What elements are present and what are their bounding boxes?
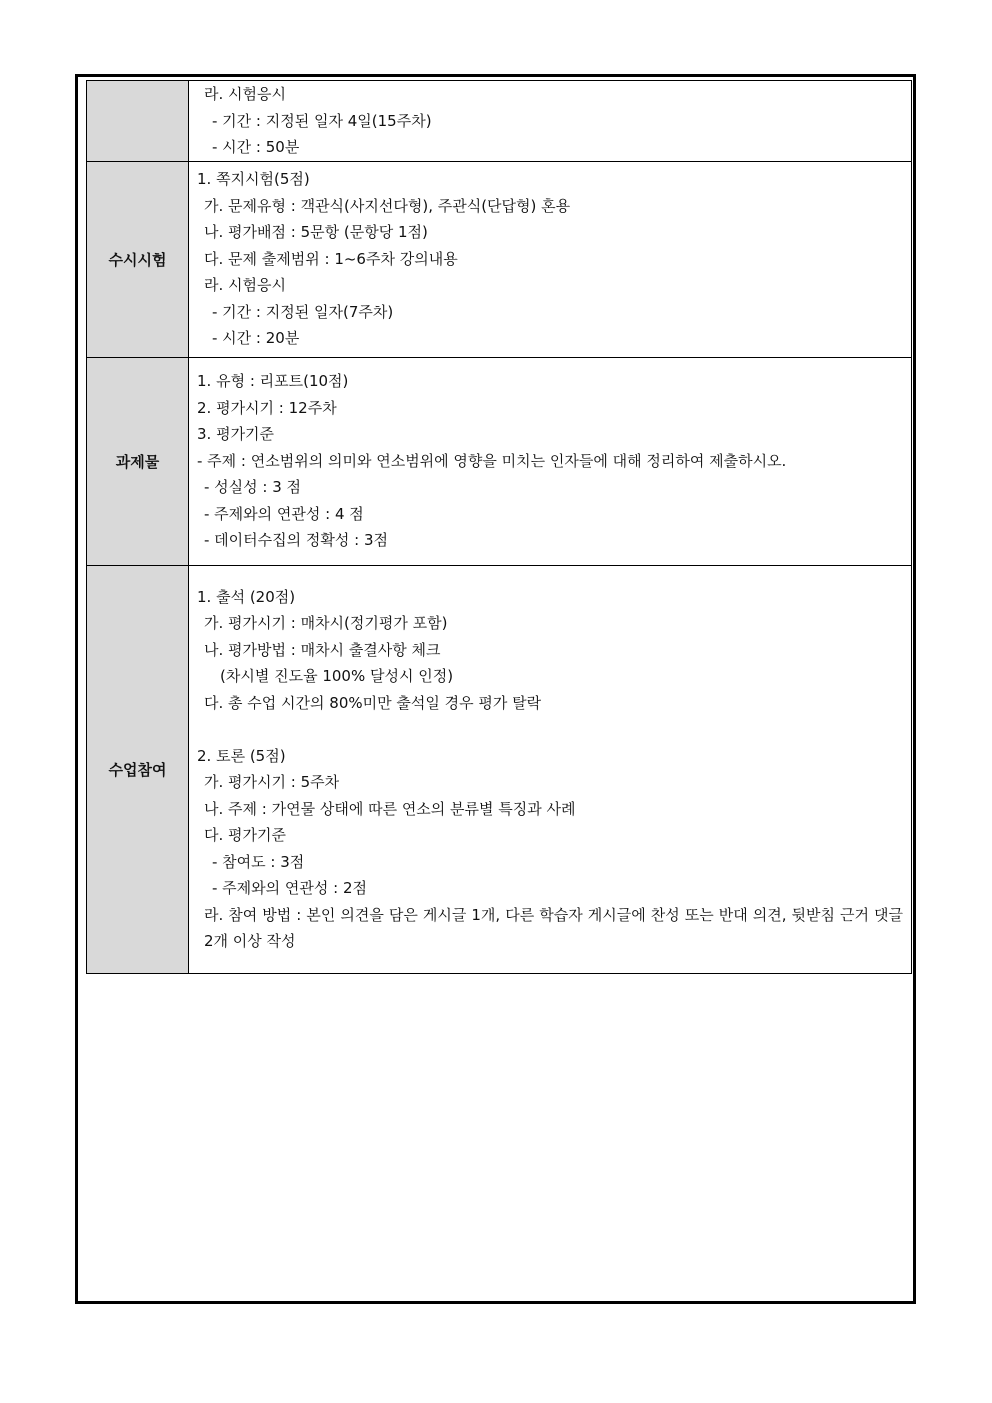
list-item: 나. 평가배점 : 5문항 (문항당 1점) bbox=[204, 223, 428, 242]
list-item: - 시간 : 20분 bbox=[212, 329, 300, 348]
table-row-exam-cont bbox=[87, 81, 912, 162]
table-row-quiz bbox=[87, 161, 912, 357]
list-item: - 시간 : 50분 bbox=[212, 138, 300, 156]
table-row-assignment bbox=[87, 357, 912, 565]
list-item: 2. 평가시기 : 12주차 bbox=[197, 398, 337, 417]
list-item: 1. 유형 : 리포트(10점) bbox=[197, 372, 349, 391]
list-item: 2. 토론 (5점) bbox=[197, 746, 286, 765]
list-item: - 기간 : 지정된 일자 4일(15주차) bbox=[212, 111, 432, 130]
list-item: 라. 시험응시 bbox=[204, 276, 286, 295]
list-item: - 성실성 : 3 점 bbox=[204, 478, 302, 497]
list-item: 3. 평가기준 bbox=[197, 425, 275, 444]
list-item: 다. 평가기준 bbox=[204, 826, 286, 844]
list-item: 가. 평가시기 : 5주차 bbox=[204, 773, 340, 791]
exam-cont-content bbox=[189, 81, 912, 162]
list-item: - 주제와의 연관성 : 2점 bbox=[212, 879, 368, 897]
list-item: 가. 문제유형 : 객관식(사지선다형), 주관식(단답형) 혼용 bbox=[204, 196, 571, 215]
participation-content bbox=[189, 565, 912, 973]
quiz-content bbox=[189, 161, 912, 357]
list-item: - 기간 : 지정된 일자(7주차) bbox=[212, 302, 394, 321]
list-item: - 참여도 : 3점 bbox=[212, 852, 305, 871]
list-item: 나. 주제 : 가연물 상태에 따른 연소의 분류별 특징과 사례 bbox=[204, 799, 576, 818]
row-header-quiz: 수시시험 bbox=[87, 161, 189, 357]
row-header-empty bbox=[87, 81, 189, 162]
list-item: 라. 참여 방법 : 본인 의견을 담은 게시글 1개, 다른 학습자 게시글에 찬성 또는 반대 의견, 뒷받침 근거 댓글 2개 이상 작성 bbox=[204, 905, 903, 950]
list-item: 나. 평가방법 : 매차시 출결사항 체크 bbox=[204, 640, 441, 659]
list-item: 다. 문제 출제범위 : 1~6주차 강의내용 bbox=[204, 249, 458, 268]
spacer bbox=[197, 716, 903, 743]
table-row-participation bbox=[87, 565, 912, 973]
list-item: 1. 출석 (20점) bbox=[197, 587, 296, 606]
list-item: (차시별 진도율 100% 달성시 인정) bbox=[220, 667, 454, 685]
row-header-assignment: 과제물 bbox=[87, 357, 189, 565]
list-item: 다. 총 수업 시간의 80%미만 출석일 경우 평가 탈락 bbox=[204, 693, 542, 712]
assignment-content bbox=[189, 357, 912, 565]
row-header-participation: 수업참여 bbox=[87, 565, 189, 973]
list-item: 가. 평가시기 : 매차시(정기평가 포함) bbox=[204, 614, 448, 632]
list-item: - 주제 : 연소범위의 의미와 연소범위에 영향을 미치는 인자들에 대해 정리하여 제출하시오. bbox=[197, 451, 787, 470]
list-item: 1. 쪽지시험(5점) bbox=[197, 170, 310, 189]
list-item: - 데이터수집의 정확성 : 3점 bbox=[204, 531, 388, 550]
list-item: 라. 시험응시 bbox=[204, 85, 286, 103]
evaluation-table bbox=[86, 80, 912, 974]
list-item: - 주제와의 연관성 : 4 점 bbox=[204, 504, 364, 523]
